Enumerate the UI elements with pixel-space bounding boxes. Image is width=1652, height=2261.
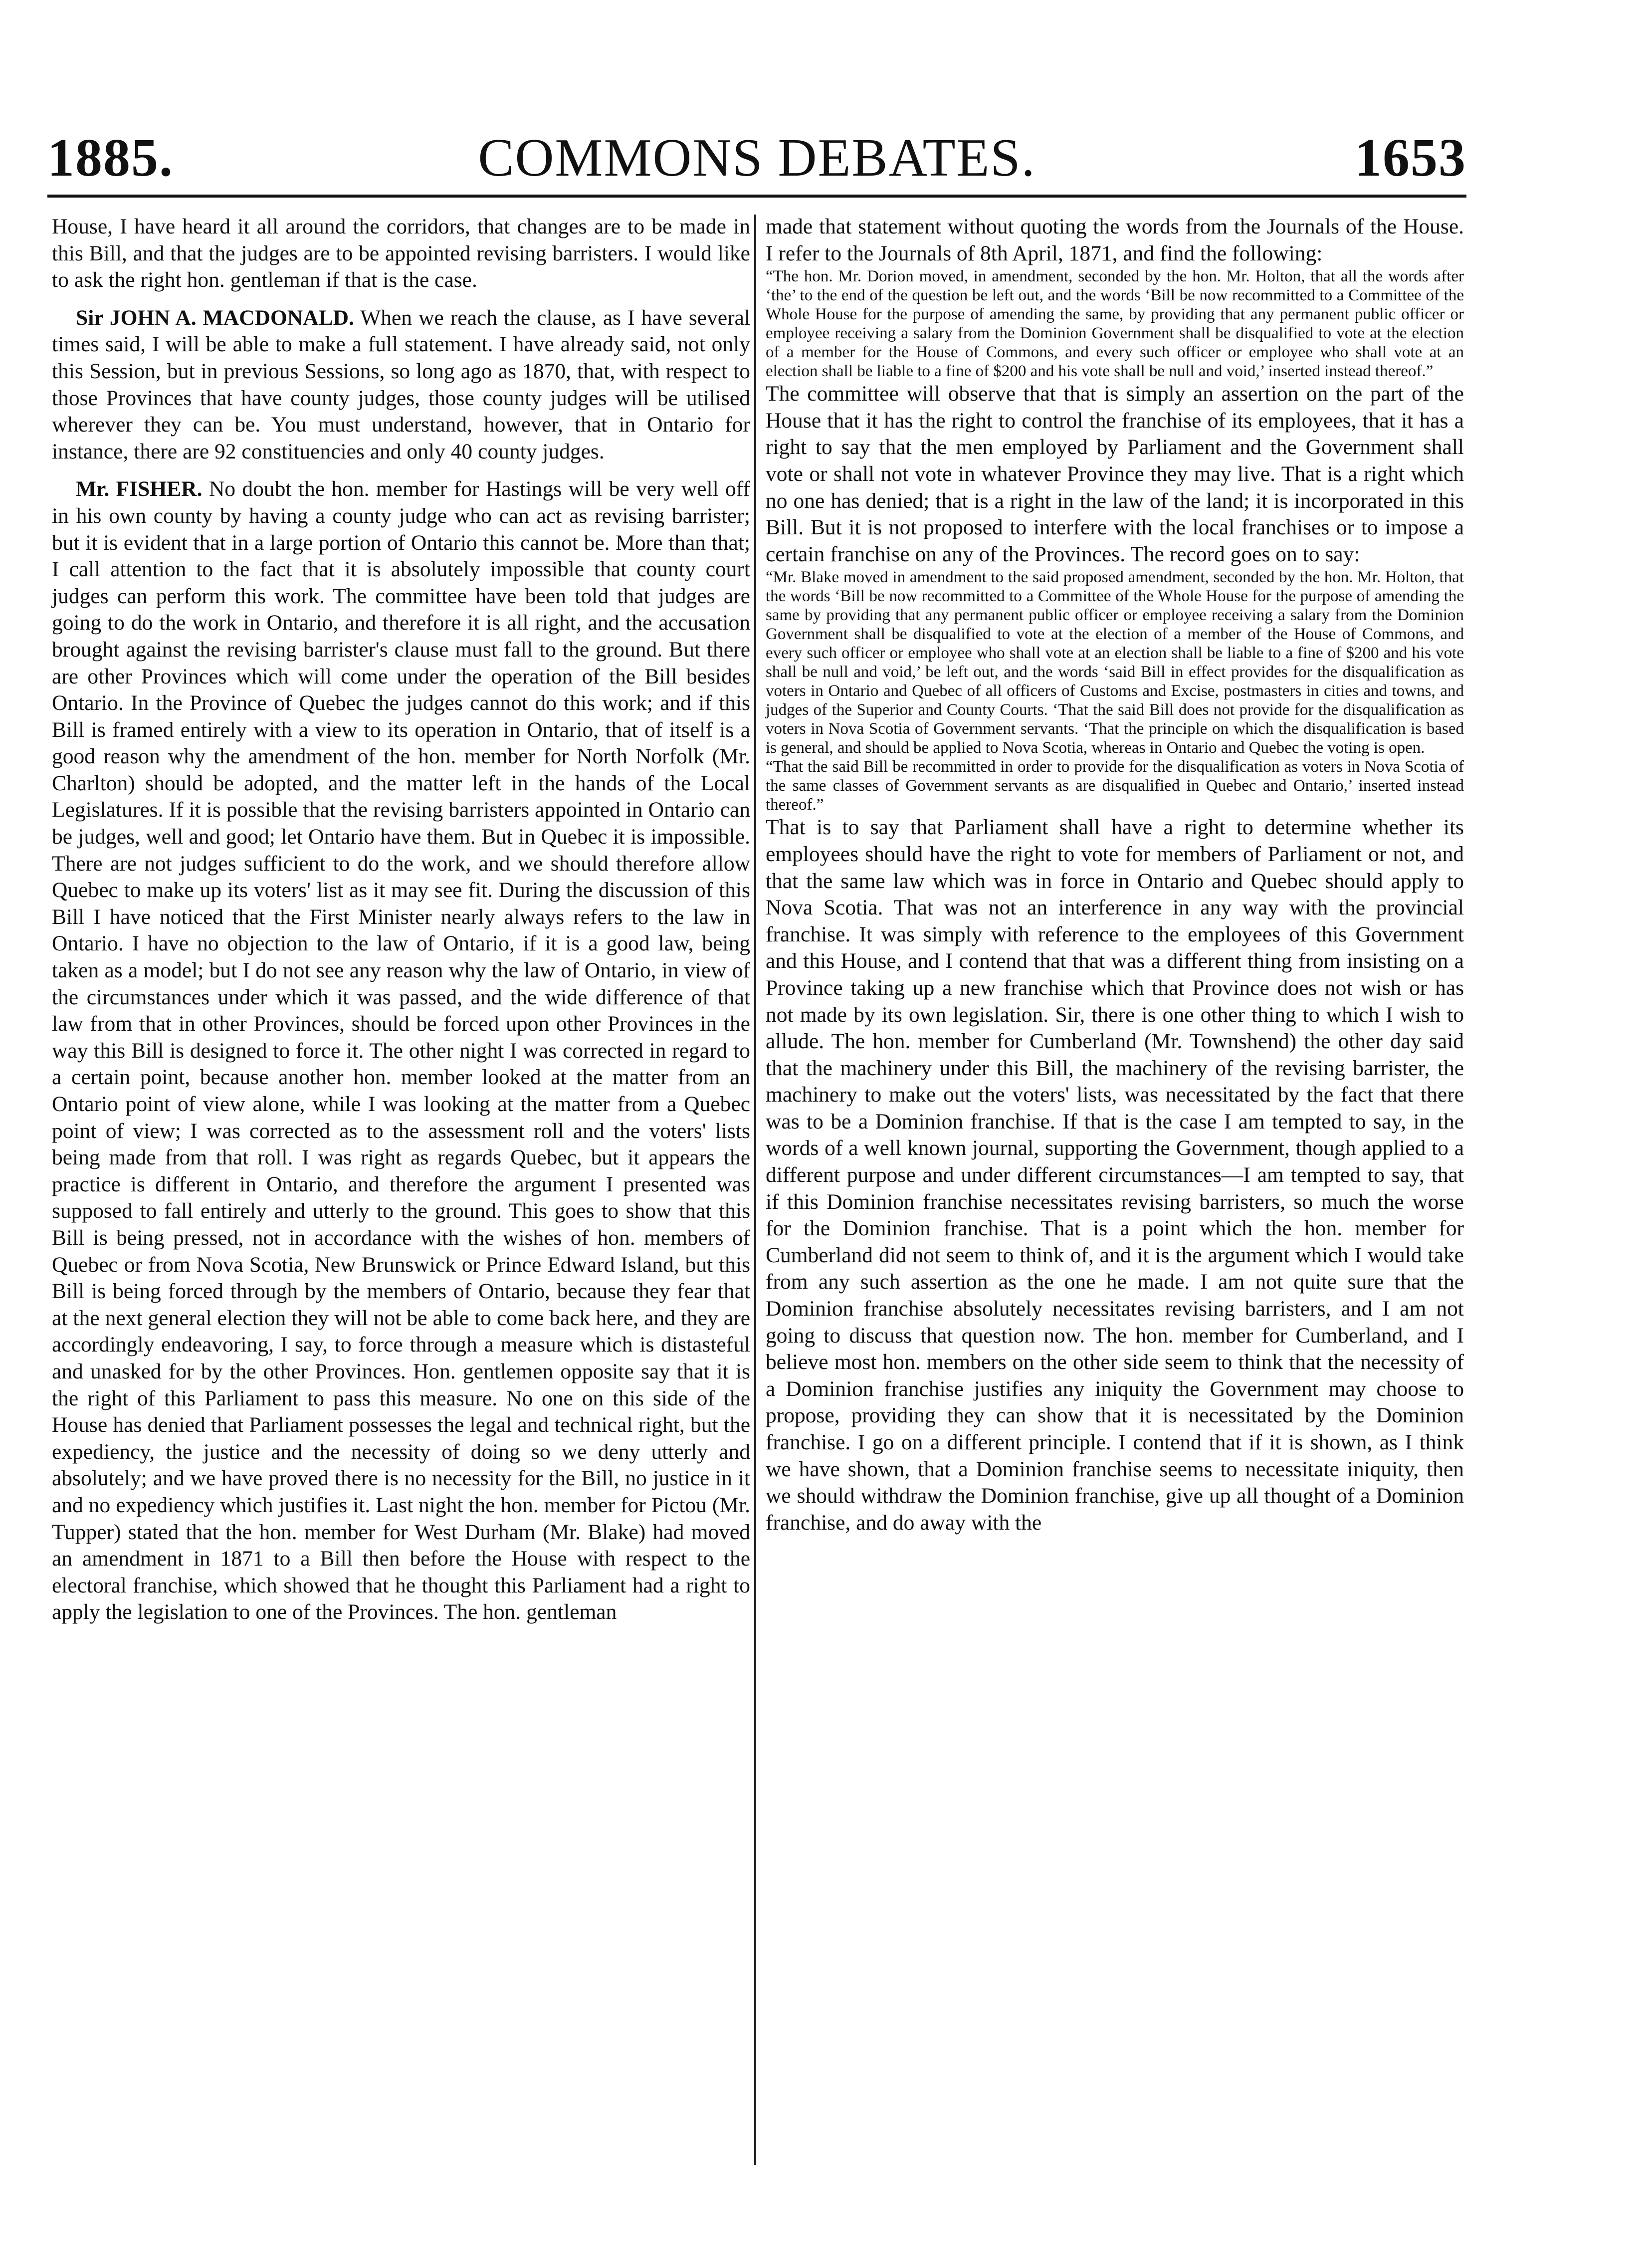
left-column: [52, 214, 750, 1626]
journal-quote-blake: “Mr. Blake moved in amendment to the said proposed amendment, seconded by the hon. Mr. Holton, that the words ‘Bill be now recommitted to a Committee of the Whole House for the purpose of amending the same by providing that any permanent public officer or employee receiving a salary from the Dominion Government shall be disqualified to vote at the election of a member of the House of Commons, and every such officer or employee who shall vote at an election shall be liable to a fine of $200 and his vote shall be null and void,’ be left out, and the words ‘said Bill in effect provides for the disqualification as voters in Ontario and Quebec of all officers of Customs and Excise, postmasters in cities and towns, and judges of the Superior and County Courts. ‘That the said Bill does not provide for the disqualification as voters in Nova Scotia of Government servants. ‘That the principle on which the disqualification is based is general, and should be applied to Nova Scotia, whereas in Ontario and Quebec the voting is open.: [766, 568, 1464, 757]
speech-text: When we reach the clause, as I have several times said, I will be able to make a full statement. I have already said, not only this Session, but in previous Sessions, so long ago as 1870, that, with respect to those Provinces that have county judges, those county judges will be utilised wherever they can be. You must understand, however, that in Ontario for instance, there are 92 constituencies and only 40 county judges.: [52, 305, 750, 463]
right-column: [766, 214, 1464, 1536]
speech-text: No doubt the hon. member for Hastings will be very well off in his own county by having a county judge who can act as revising barrister; but it is evident that in a large portion of Ontario this cannot be. More than that; I call attention to the fact that it is absolutely impossible that county court judges can perform this work. The committee have been told that judges are going to do the work in Ontario, and therefore it is all right, and the accusation brought against the revising barrister's clause must fall to the ground. But there are other Provinces which will come under the operation of the Bill besides Ontario. In the Province of Quebec the judges cannot do this work; and if this Bill is framed entirely with a view to its operation in Ontario, that of itself is a good reason why the amendment of the hon. member for North Norfolk (Mr. Charlton) should be adopted, and the matter left in the hands of the Local Legislatures. If it is possible that the revising barristers appointed in Ontario can be judges, well and good; let Ontario have them. But in Quebec it is impossible. There are not judges sufficient to do the work, and we should therefore allow Quebec to make up its voters' list as it may see fit. During the discussion of this Bill I have noticed that the First Minister nearly always refers to the law in Ontario. I have no objection to the law of Ontario, if it is a good law, being taken as a model; but I do not see any reason why the law of Ontario, in view of the circumstances under which it was passed, and the wide difference of that law from that in other Provinces, should be forced upon other Provinces in the way this Bill is designed to force it. The other night I was corrected in regard to a certain point, because another hon. member looked at the matter from an Ontario point of view alone, while I was looking at the matter from a Quebec point of view; I was corrected as to the assessment roll and the voters' lists being made from that roll. I was right as regards Quebec, but it appears the practice is different in Ontario, and therefore the argument I presented was supposed to fall entirely and utterly to the ground. This goes to show that this Bill is being pressed, not in accordance with the wishes of hon. members of Quebec or from Nova Scotia, New Brunswick or Prince Edward Island, but this Bill is being forced through by the members of Ontario, because they fear that at the next general election they will not be able to come back here, and they are accordingly endeavoring, I say, to force through a measure which is distasteful and unasked for by the other Provinces. Hon. gentlemen opposite say that it is the right of this Parliament to pass this measure. No one on this side of the House has denied that Parliament possesses the legal and technical right, but the expediency, the justice and the necessity of doing so we deny utterly and absolutely; and we have proved there is no necessity for the Bill, no justice in it and no expediency which justifies it. Last night the hon. member for Pictou (Mr. Tupper) stated that the hon. member for West Durham (Mr. Blake) had moved an amendment in 1871 to a Bill then before the House with respect to the electoral franchise, which showed that he thought this Parliament had a right to apply the legislation to one of the Provinces. The hon. gentleman: [52, 477, 750, 1624]
header-rule: [47, 195, 1466, 198]
page-header: [47, 107, 1466, 188]
journal-quote-dorion: “The hon. Mr. Dorion moved, in amendment, seconded by the hon. Mr. Holton, that all the words after ‘the’ to the end of the question be left out, and the words ‘Bill be now recommitted to a Committee of the Whole House for the purpose of amending the same, by providing that any permanent public officer or employee receiving a salary from the Dominion Government shall be disqualified to vote at the election of a member for the House of Commons, and every such officer or employee who shall vote at an election shall be liable to a fine of $200 and his vote shall be null and void,’ inserted instead thereof.”: [766, 267, 1464, 381]
left-paragraph-1: House, I have heard it all around the corridors, that changes are to be made in this Bill, and that the judges are to be appointed revising barristers. I would like to ask the right hon. gentleman if that is the case.: [52, 215, 750, 292]
speaker-name: Mr. FISHER.: [76, 477, 203, 501]
column-divider: [754, 215, 756, 2165]
speaker-name: Sir JOHN A. MACDONALD.: [76, 305, 354, 330]
left-paragraph-3: [52, 476, 750, 1626]
right-paragraph-1: made that statement without quoting the words from the Journals of the House. I refer to the Journals of 8th April, 1871, and find the following:: [766, 215, 1464, 265]
journal-quote-recommit: “That the said Bill be recommitted in order to provide for the disqualification as voters in Nova Scotia of the same classes of Government servants as are disqualified in Quebec and Ontario,’ inserted instead thereof.”: [766, 758, 1464, 814]
right-paragraph-2: The committee will observe that that is simply an assertion on the part of the House that it has the right to control the franchise of its employees, that it has a right to say that the men employed by Parliament and the Government shall vote or shall not vote in whatever Province they may live. That is a right which no one has denied; that is a right in the law of the land; it is incorporated in this Bill. But it is not proposed to interfere with the local franchises or to impose a certain franchise on any of the Provinces. The record goes on to say:: [766, 382, 1464, 566]
header-title: COMMONS DEBATES.: [478, 128, 1036, 188]
right-paragraph-3: That is to say that Parliament shall have a right to determine whether its employees should have the right to vote for members of Parliament or not, and that the same law which was in force in Ontario and Quebec should apply to Nova Scotia. That was not an interference in any way with the provincial franchise. It was simply with reference to the employees of this Government and this House, and I contend that that was a different thing from insisting on a Province taking up a new franchise which that Province does not wish or has not made by its own legislation. Sir, there is one other thing to which I wish to allude. The hon. member for Cumberland (Mr. Townshend) the other day said that the machinery under this Bill, the machinery of the revising barrister, the machinery to make out the voters' lists, was necessitated by the fact that there was to be a Dominion franchise. If that is the case I am tempted to say, in the words of a well known journal, supporting the Government, though applied to a different purpose and under different circumstances—I am tempted to say, that if this Dominion franchise necessitates revising barristers, so much the worse for the Dominion franchise. That is a point which the hon. member for Cumberland did not seem to think of, and it is the argument which I would take from any such assertion as the one he made. I am not quite sure that the Dominion franchise absolutely necessitates revising barristers, and I am not going to discuss that question now. The hon. member for Cumberland, and I believe most hon. members on the other side seem to think that the necessity of a Dominion franchise justifies any iniquity the Government may choose to propose, providing they can show that it is necessitated by the Dominion franchise. I go on a different principle. I contend that if it is shown, as I think we have shown, that a Dominion franchise seems to necessitate iniquity, then we should withdraw the Dominion franchise, give up all thought of a Dominion franchise, and do away with the: [766, 815, 1464, 1535]
header-year: 1885.: [47, 128, 174, 188]
left-paragraph-2: [52, 305, 750, 465]
header-page-number: 1653: [1355, 128, 1466, 188]
